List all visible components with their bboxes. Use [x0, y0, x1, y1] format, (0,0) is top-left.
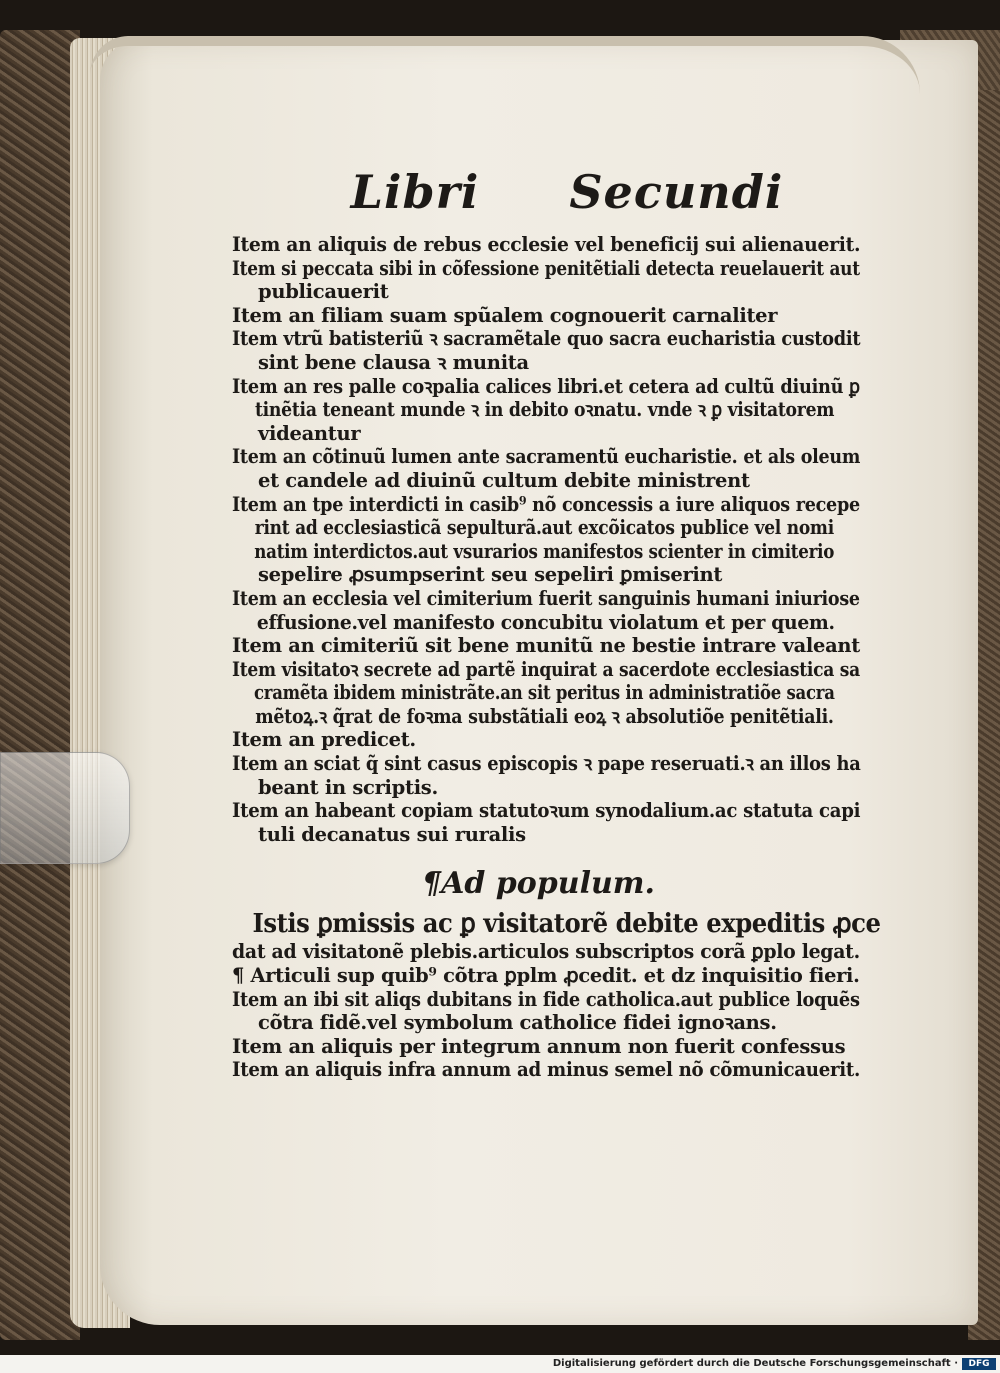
page-curl — [90, 36, 920, 94]
text-line: tinẽtia teneant munde ꝛ in debito oꝛnatu. vnde ꝛ ꝑ visitatorem — [254, 398, 835, 422]
text-line: Item an cimiteriũ sit bene munitũ ne bestie intrare valeant — [232, 634, 860, 658]
text-line: Item si peccata sibi in cõfessione penitẽtiali detecta reuelauerit aut — [232, 256, 860, 280]
text-line: Item an ibi sit aliqs dubitans in fide catholica.aut publice loquẽs — [232, 987, 860, 1011]
text-line: cõtra fidẽ.vel symbolum catholice fidei ignoꝛans. — [258, 1011, 777, 1035]
text-line: Item an aliquis per integrum annum non fuerit confessus — [232, 1034, 846, 1058]
paragraph-lead-line: Istis ꝑmissis ac ꝑ visitatorẽ debite expeditis ꝓce — [252, 909, 881, 940]
text-line: effusione.vel manifesto concubitu violatum et per quem. — [256, 610, 835, 634]
text-line: Item an sciat q̃ sint casus episcopis ꝛ pape reseruati.ꝛ an illos ha — [232, 752, 861, 776]
text-line: Item vtrũ batisteriũ ꝛ sacramẽtale quo sacra eucharistia custodit — [232, 327, 861, 351]
text-line: sint bene clausa ꝛ munita — [258, 350, 529, 374]
text-line: Item an filiam suam spũalem cognouerit carnaliter — [232, 303, 778, 327]
text-line: beant in scriptis. — [258, 775, 438, 799]
text-lines-b — [232, 940, 862, 1082]
dfg-logo-icon: DFG — [962, 1358, 996, 1370]
section-heading — [422, 866, 862, 902]
text-line: et candele ad diuinũ cultum debite ministrent — [258, 468, 750, 492]
text-line: Item an ecclesia vel cimiterium fuerit sanguinis humani iniuriose — [232, 586, 860, 610]
footer-bar — [0, 1355, 1000, 1373]
text-line: ¶ Articuli sup quib⁹ cõtra ꝑplm ꝓcedit. et dz inquisitio fieri. — [232, 964, 860, 988]
text-line: natim interdictos.aut vsurarios manifestos scienter in cimiterio — [254, 539, 835, 563]
text-line: dat ad visitatonẽ plebis.articulos subscriptos corã ꝑplo legat. — [232, 940, 860, 964]
text-line: Item an habeant copiam statutoꝛum synodalium.ac statuta capi — [232, 799, 861, 823]
text-line: Item an tpe interdicti in casib⁹ nõ concessis a iure aliquos recepe — [232, 492, 860, 516]
text-line: rint ad ecclesiasticã sepulturã.aut excõicatos publice vel nomi — [254, 516, 834, 540]
text-line: Item visitatoꝛ secrete ad partẽ inquirat a sacerdote ecclesiastica sa — [232, 657, 861, 681]
text-line: cramẽta ibidem ministrãte.an sit peritus in administratiõe sacra — [253, 681, 835, 705]
text-lines-a — [232, 233, 862, 846]
text-line: Item an cõtinuũ lumen ante sacramentũ eucharistie. et als oleum — [232, 445, 861, 469]
text-line: publicauerit — [258, 280, 389, 304]
text-line: videantur — [258, 421, 361, 445]
pilcrow-icon: ¶ — [422, 866, 442, 902]
text-line: Item an predicet. — [232, 728, 416, 752]
book-cover-left — [0, 30, 80, 1340]
text-line: tuli decanatus sui ruralis — [258, 822, 526, 846]
page-text — [232, 165, 881, 1082]
page-clip — [0, 752, 130, 864]
text-line: Item an aliquis infra annum ad minus semel nõ cõmunicauerit. — [232, 1058, 861, 1082]
running-head-left: Libri — [350, 165, 480, 219]
section-title: Ad populum. — [441, 866, 655, 902]
text-line: Item an aliquis de rebus ecclesie vel beneficij sui alienauerit. — [232, 233, 861, 256]
footer-credit: Digitalisierung gefördert durch die Deutsche Forschungsgemeinschaft · — [552, 1358, 958, 1369]
text-line: sepelire ꝓsumpserint seu sepeliri ꝑmiserint — [258, 563, 723, 587]
running-head-right: Secundi — [569, 165, 784, 219]
running-head — [272, 165, 862, 219]
text-line: Item an res palle coꝛpalia calices libri.et cetera ad cultũ diuinũ ꝑ — [232, 374, 860, 398]
text-line: mẽtoꝝ.ꝛ q̃rat de foꝛma substãtiali eoꝝ ꝛ absolutiõe penitẽtiali. — [255, 704, 834, 728]
